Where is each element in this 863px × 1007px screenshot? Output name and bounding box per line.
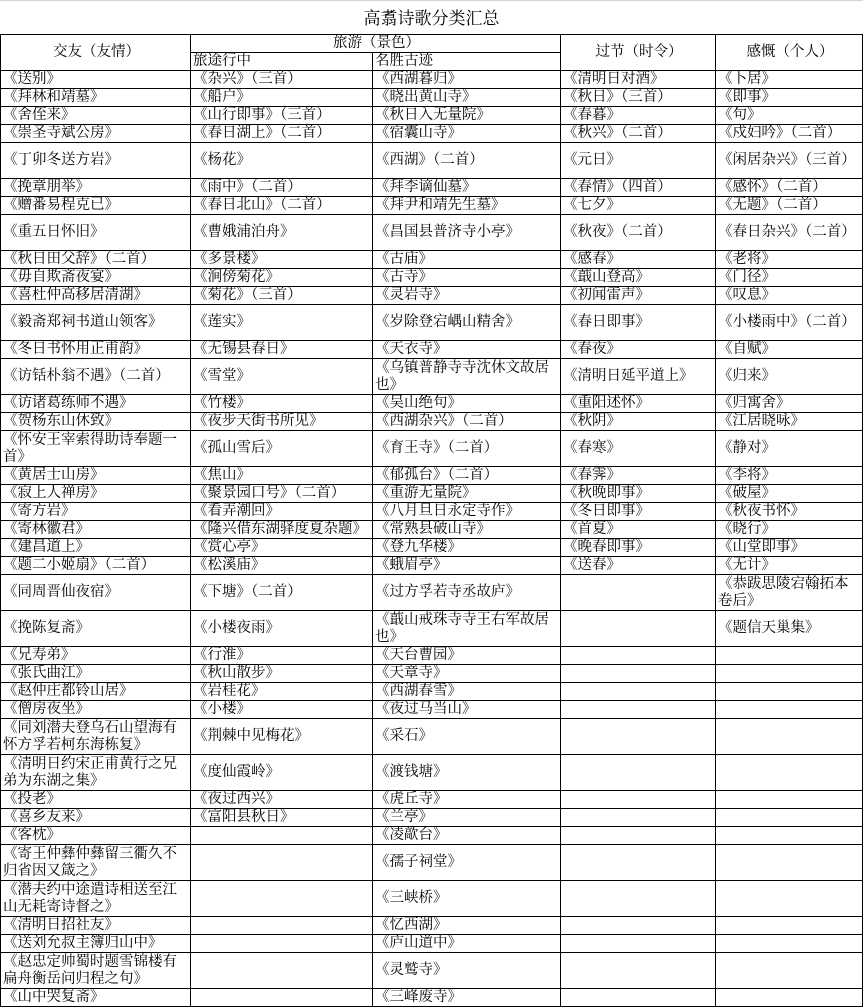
friendship-cell[interactable]: 《寄林徽君》 xyxy=(1,521,191,539)
travel-scenic-cell[interactable]: 《虎丘寺》 xyxy=(373,791,561,809)
festival-cell[interactable] xyxy=(561,719,716,755)
festival-cell[interactable] xyxy=(561,827,716,845)
travel-on-road-cell[interactable]: 《竹楼》 xyxy=(191,395,373,413)
travel-on-road-cell[interactable]: 《行淮》 xyxy=(191,647,373,665)
table-row xyxy=(1,143,863,179)
travel-scenic-cell[interactable]: 《拜李谪仙墓》 xyxy=(373,179,561,197)
table-row xyxy=(1,107,863,125)
festival-cell[interactable]: 《初闻雷声》 xyxy=(561,287,716,305)
friendship-cell[interactable]: 《毅斋郑祠书道山领客》 xyxy=(1,305,191,341)
emotion-cell[interactable] xyxy=(716,647,863,665)
table-row xyxy=(1,359,863,395)
friendship-cell[interactable]: 《清明日招社友》 xyxy=(1,917,191,935)
emotion-cell[interactable] xyxy=(716,881,863,917)
travel-on-road-cell[interactable]: 《杂兴》（三首） xyxy=(191,71,373,89)
table-row xyxy=(1,845,863,881)
friendship-cell[interactable]: 《山中哭复斋》 xyxy=(1,989,191,1007)
travel-on-road-cell[interactable]: 《雨中》（二首） xyxy=(191,179,373,197)
travel-scenic-cell[interactable]: 《育王寺》（二首） xyxy=(373,431,561,467)
festival-cell[interactable] xyxy=(561,701,716,719)
travel-scenic-cell[interactable]: 《蛾眉亭》 xyxy=(373,557,561,575)
travel-on-road-cell[interactable]: 《夜步天街书所见》 xyxy=(191,413,373,431)
festival-cell[interactable]: 《春寒》 xyxy=(561,431,716,467)
friendship-cell[interactable]: 《投老》 xyxy=(1,791,191,809)
travel-on-road-cell[interactable]: 《雪堂》 xyxy=(191,359,373,395)
table-row xyxy=(1,179,863,197)
festival-cell[interactable]: 《秋日》（三首） xyxy=(561,89,716,107)
travel-scenic-cell[interactable]: 《天衣寺》 xyxy=(373,341,561,359)
friendship-cell[interactable]: 《秋日田父辞》（二首） xyxy=(1,251,191,269)
travel-scenic-cell[interactable]: 《晓出黄山寺》 xyxy=(373,89,561,107)
friendship-cell[interactable]: 《建昌道上》 xyxy=(1,539,191,557)
header-travel-scenic[interactable]: 名胜古迹 xyxy=(373,53,561,71)
travel-scenic-cell[interactable]: 《三峡桥》 xyxy=(373,881,561,917)
emotion-cell[interactable]: 《小楼雨中》（二首） xyxy=(716,305,863,341)
emotion-cell[interactable]: 《门径》 xyxy=(716,269,863,287)
table-row xyxy=(1,287,863,305)
table-row xyxy=(1,719,863,755)
table-row xyxy=(1,485,863,503)
friendship-cell[interactable]: 《丁卯冬送方岩》 xyxy=(1,143,191,179)
travel-scenic-cell[interactable]: 《宿囊山寺》 xyxy=(373,125,561,143)
table-row xyxy=(1,611,863,647)
festival-cell[interactable] xyxy=(561,575,716,611)
table-row xyxy=(1,89,863,107)
table-row xyxy=(1,809,863,827)
emotion-cell[interactable]: 《归来》 xyxy=(716,359,863,395)
travel-scenic-cell[interactable]: 《郁孤台》（二首） xyxy=(373,467,561,485)
emotion-cell[interactable]: 《静对》 xyxy=(716,431,863,467)
poem-classification-table xyxy=(0,34,863,1007)
friendship-cell[interactable]: 《挽章朋举》 xyxy=(1,179,191,197)
festival-cell[interactable]: 《春情》（四首） xyxy=(561,179,716,197)
friendship-cell[interactable]: 《贺杨东山休致》 xyxy=(1,413,191,431)
table-row xyxy=(1,989,863,1007)
festival-cell[interactable]: 《蕺山登高》 xyxy=(561,269,716,287)
friendship-cell[interactable]: 《黄居士山房》 xyxy=(1,467,191,485)
festival-cell[interactable] xyxy=(561,953,716,989)
table-row xyxy=(1,503,863,521)
travel-scenic-cell[interactable]: 《夜过马当山》 xyxy=(373,701,561,719)
travel-scenic-cell[interactable]: 《八月旦日永定寺作》 xyxy=(373,503,561,521)
table-row xyxy=(1,575,863,611)
table-row xyxy=(1,395,863,413)
travel-scenic-cell[interactable]: 《昌国县普济寺小亭》 xyxy=(373,215,561,251)
table-row xyxy=(1,791,863,809)
travel-scenic-cell[interactable]: 《拜尹和靖先生墓》 xyxy=(373,197,561,215)
emotion-cell[interactable] xyxy=(716,953,863,989)
table-row xyxy=(1,413,863,431)
table-row xyxy=(1,197,863,215)
header-travel[interactable]: 旅游（景色） xyxy=(191,35,561,53)
travel-on-road-cell[interactable]: 《松溪庙》 xyxy=(191,557,373,575)
festival-cell[interactable] xyxy=(561,665,716,683)
travel-scenic-cell[interactable]: 《古庙》 xyxy=(373,251,561,269)
travel-scenic-cell[interactable]: 《孺子祠堂》 xyxy=(373,845,561,881)
table-row xyxy=(1,71,863,89)
friendship-cell[interactable]: 《潜夫约中途遣诗相送至江山无耗寄诗督之》 xyxy=(1,881,191,917)
travel-scenic-cell[interactable]: 《古寺》 xyxy=(373,269,561,287)
emotion-cell[interactable]: 《归寓舍》 xyxy=(716,395,863,413)
friendship-cell[interactable]: 《访铦朴翁不遇》（二首） xyxy=(1,359,191,395)
table-row xyxy=(1,647,863,665)
friendship-cell[interactable]: 《客枕》 xyxy=(1,827,191,845)
emotion-cell[interactable]: 《句》 xyxy=(716,107,863,125)
emotion-cell[interactable]: 《无题》（二首） xyxy=(716,197,863,215)
festival-cell[interactable]: 《春暮》 xyxy=(561,107,716,125)
travel-on-road-cell[interactable]: 《莲实》 xyxy=(191,305,373,341)
festival-cell[interactable]: 《清明日对酒》 xyxy=(561,71,716,89)
festival-cell[interactable]: 《送春》 xyxy=(561,557,716,575)
travel-on-road-cell[interactable]: 《秋山散步》 xyxy=(191,665,373,683)
emotion-cell[interactable]: 《卜居》 xyxy=(716,71,863,89)
festival-cell[interactable]: 《秋兴》（二首） xyxy=(561,125,716,143)
travel-on-road-cell[interactable]: 《曹娥浦泊舟》 xyxy=(191,215,373,251)
travel-on-road-cell[interactable]: 《荆棘中见梅花》 xyxy=(191,719,373,755)
travel-scenic-cell[interactable]: 《过方孚若寺丞故庐》 xyxy=(373,575,561,611)
festival-cell[interactable] xyxy=(561,845,716,881)
festival-cell[interactable]: 《首夏》 xyxy=(561,521,716,539)
travel-scenic-cell[interactable]: 《秋日入无量院》 xyxy=(373,107,561,125)
travel-scenic-cell[interactable]: 《灵鹫寺》 xyxy=(373,953,561,989)
festival-cell[interactable]: 《春霁》 xyxy=(561,467,716,485)
festival-cell[interactable] xyxy=(561,683,716,701)
festival-cell[interactable]: 《冬日即事》 xyxy=(561,503,716,521)
table-row xyxy=(1,539,863,557)
travel-on-road-cell[interactable] xyxy=(191,953,373,989)
table-body xyxy=(1,71,863,1007)
festival-cell[interactable]: 《感春》 xyxy=(561,251,716,269)
table-row xyxy=(1,755,863,791)
emotion-cell[interactable]: 《叹息》 xyxy=(716,287,863,305)
travel-on-road-cell[interactable]: 《赏心亭》 xyxy=(191,539,373,557)
festival-cell[interactable]: 《重阳述怀》 xyxy=(561,395,716,413)
travel-on-road-cell[interactable]: 《小楼》 xyxy=(191,701,373,719)
table-row xyxy=(1,467,863,485)
emotion-cell[interactable]: 《感怀》（二首） xyxy=(716,179,863,197)
festival-cell[interactable]: 《秋晚即事》 xyxy=(561,485,716,503)
emotion-cell[interactable]: 《李将》 xyxy=(716,467,863,485)
travel-on-road-cell[interactable]: 《夜过西兴》 xyxy=(191,791,373,809)
festival-cell[interactable]: 《春日即事》 xyxy=(561,305,716,341)
travel-scenic-cell[interactable]: 《三峰废寺》 xyxy=(373,989,561,1007)
table-row xyxy=(1,665,863,683)
friendship-cell[interactable]: 《题二小姬扇》（二首） xyxy=(1,557,191,575)
emotion-cell[interactable] xyxy=(716,719,863,755)
festival-cell[interactable]: 《春夜》 xyxy=(561,341,716,359)
travel-on-road-cell[interactable]: 《春日北山》（二首） xyxy=(191,197,373,215)
travel-on-road-cell[interactable]: 《春日湖上》（二首） xyxy=(191,125,373,143)
travel-scenic-cell[interactable]: 《灵岩寺》 xyxy=(373,287,561,305)
travel-on-road-cell[interactable] xyxy=(191,935,373,953)
table-row xyxy=(1,341,863,359)
emotion-cell[interactable]: 《老将》 xyxy=(716,251,863,269)
table-row xyxy=(1,935,863,953)
header-festival[interactable]: 过节（时令） xyxy=(561,35,716,71)
travel-on-road-cell[interactable]: 《小楼夜雨》 xyxy=(191,611,373,647)
travel-on-road-cell[interactable] xyxy=(191,845,373,881)
travel-on-road-cell[interactable]: 《涧傍菊花》 xyxy=(191,269,373,287)
emotion-cell[interactable]: 《秋夜书怀》 xyxy=(716,503,863,521)
festival-cell[interactable] xyxy=(561,917,716,935)
travel-on-road-cell[interactable]: 《岩桂花》 xyxy=(191,683,373,701)
festival-cell[interactable]: 《七夕》 xyxy=(561,197,716,215)
friendship-cell[interactable]: 《崇圣寺斌公房》 xyxy=(1,125,191,143)
travel-on-road-cell[interactable] xyxy=(191,827,373,845)
travel-on-road-cell[interactable] xyxy=(191,881,373,917)
table-row xyxy=(1,701,863,719)
emotion-cell[interactable]: 《无计》 xyxy=(716,557,863,575)
table-row xyxy=(1,125,863,143)
table-row xyxy=(1,557,863,575)
table-row xyxy=(1,251,863,269)
friendship-cell[interactable]: 《拜林和靖墓》 xyxy=(1,89,191,107)
friendship-cell[interactable]: 《冬日书怀用正甫韵》 xyxy=(1,341,191,359)
emotion-cell[interactable] xyxy=(716,809,863,827)
travel-scenic-cell[interactable]: 《西湖杂兴》（二首） xyxy=(373,413,561,431)
friendship-cell[interactable]: 《访诸葛练师不遇》 xyxy=(1,395,191,413)
travel-scenic-cell[interactable]: 《渡钱塘》 xyxy=(373,755,561,791)
travel-on-road-cell[interactable]: 《山行即事》（三首） xyxy=(191,107,373,125)
travel-on-road-cell[interactable]: 《杨花》 xyxy=(191,143,373,179)
friendship-cell[interactable]: 《重五日怀旧》 xyxy=(1,215,191,251)
emotion-cell[interactable] xyxy=(716,701,863,719)
header-friendship[interactable]: 交友（友情） xyxy=(1,35,191,71)
friendship-cell[interactable]: 《僧房夜坐》 xyxy=(1,701,191,719)
travel-on-road-cell[interactable]: 《焦山》 xyxy=(191,467,373,485)
table-row xyxy=(1,917,863,935)
emotion-cell[interactable]: 《自赋》 xyxy=(716,341,863,359)
emotion-cell[interactable]: 《山堂即事》 xyxy=(716,539,863,557)
friendship-cell[interactable]: 《兄寿弟》 xyxy=(1,647,191,665)
friendship-cell[interactable]: 《毋自欺斋夜宴》 xyxy=(1,269,191,287)
friendship-cell[interactable]: 《同刘潜夫登乌石山望海有怀方孚若柯东海栋复》 xyxy=(1,719,191,755)
table-row xyxy=(1,269,863,287)
table-row xyxy=(1,683,863,701)
emotion-cell[interactable]: 《晓行》 xyxy=(716,521,863,539)
travel-scenic-cell[interactable]: 《乌镇普静寺寺沈休文故居也》 xyxy=(373,359,561,395)
travel-on-road-cell[interactable]: 《度仙霞岭》 xyxy=(191,755,373,791)
emotion-cell[interactable] xyxy=(716,845,863,881)
friendship-cell[interactable]: 《喜乡友来》 xyxy=(1,809,191,827)
emotion-cell[interactable] xyxy=(716,755,863,791)
travel-scenic-cell[interactable]: 《重游无量院》 xyxy=(373,485,561,503)
emotion-cell[interactable] xyxy=(716,917,863,935)
emotion-cell[interactable] xyxy=(716,935,863,953)
emotion-cell[interactable] xyxy=(716,665,863,683)
festival-cell[interactable] xyxy=(561,791,716,809)
travel-scenic-cell[interactable]: 《蕺山戒珠寺寺王右军故居也》 xyxy=(373,611,561,647)
friendship-cell[interactable]: 《寄王仲彝仲彝留三衢久不归省因又箴之》 xyxy=(1,845,191,881)
festival-cell[interactable] xyxy=(561,611,716,647)
festival-cell[interactable] xyxy=(561,647,716,665)
friendship-cell[interactable]: 《同周晋仙夜宿》 xyxy=(1,575,191,611)
festival-cell[interactable]: 《秋夜》（二首） xyxy=(561,215,716,251)
travel-scenic-cell[interactable]: 《忆西湖》 xyxy=(373,917,561,935)
travel-on-road-cell[interactable] xyxy=(191,917,373,935)
festival-cell[interactable]: 《元日》 xyxy=(561,143,716,179)
friendship-cell[interactable]: 《赵仲庄都铃山居》 xyxy=(1,683,191,701)
travel-on-road-cell[interactable]: 《聚景园口号》（二首） xyxy=(191,485,373,503)
travel-scenic-cell[interactable]: 《兰亭》 xyxy=(373,809,561,827)
travel-on-road-cell[interactable]: 《看弄潮回》 xyxy=(191,503,373,521)
emotion-cell[interactable]: 《即事》 xyxy=(716,89,863,107)
table-row xyxy=(1,881,863,917)
travel-on-road-cell[interactable]: 《孤山雪后》 xyxy=(191,431,373,467)
travel-scenic-cell[interactable]: 《西湖春雪》 xyxy=(373,683,561,701)
friendship-cell[interactable]: 《挽陈复斋》 xyxy=(1,611,191,647)
friendship-cell[interactable]: 《寄方岩》 xyxy=(1,503,191,521)
festival-cell[interactable] xyxy=(561,881,716,917)
emotion-cell[interactable] xyxy=(716,827,863,845)
table-row xyxy=(1,827,863,845)
friendship-cell[interactable]: 《舍侄来》 xyxy=(1,107,191,125)
emotion-cell[interactable]: 《戍妇吟》（二首） xyxy=(716,125,863,143)
festival-cell[interactable]: 《清明日延平道上》 xyxy=(561,359,716,395)
festival-cell[interactable] xyxy=(561,809,716,827)
emotion-cell[interactable]: 《恭跋思陵宕翰拓本卷后》 xyxy=(716,575,863,611)
table-row xyxy=(1,521,863,539)
travel-scenic-cell[interactable]: 《天台曹园》 xyxy=(373,647,561,665)
travel-on-road-cell[interactable]: 《下塘》（二首） xyxy=(191,575,373,611)
friendship-cell[interactable]: 《赠番易程克已》 xyxy=(1,197,191,215)
emotion-cell[interactable]: 《春日杂兴》（二首） xyxy=(716,215,863,251)
table-row xyxy=(1,953,863,989)
table-row xyxy=(1,305,863,341)
travel-on-road-cell[interactable]: 《多景楼》 xyxy=(191,251,373,269)
friendship-cell[interactable]: 《寂上人禅房》 xyxy=(1,485,191,503)
travel-scenic-cell[interactable]: 《登九华楼》 xyxy=(373,539,561,557)
travel-scenic-cell[interactable]: 《天章寺》 xyxy=(373,665,561,683)
friendship-cell[interactable]: 《怀安王宰索得助诗奉题一首》 xyxy=(1,431,191,467)
table-row xyxy=(1,215,863,251)
header-travel-on-road[interactable]: 旅途行中 xyxy=(191,53,373,71)
travel-on-road-cell[interactable] xyxy=(191,989,373,1007)
festival-cell[interactable] xyxy=(561,755,716,791)
travel-scenic-cell[interactable]: 《吴山绝句》 xyxy=(373,395,561,413)
friendship-cell[interactable]: 《赵忠定帅蜀时题雪锦楼有扁舟衡岳问归程之句》 xyxy=(1,953,191,989)
travel-scenic-cell[interactable]: 《采石》 xyxy=(373,719,561,755)
travel-on-road-cell[interactable]: 《船户》 xyxy=(191,89,373,107)
festival-cell[interactable] xyxy=(561,935,716,953)
travel-scenic-cell[interactable]: 《西湖暮归》 xyxy=(373,71,561,89)
travel-on-road-cell[interactable]: 《无锡县春日》 xyxy=(191,341,373,359)
header-emotion[interactable]: 感慨（个人） xyxy=(716,35,863,71)
travel-scenic-cell[interactable]: 《庐山道中》 xyxy=(373,935,561,953)
emotion-cell[interactable] xyxy=(716,989,863,1007)
emotion-cell[interactable]: 《题信天巢集》 xyxy=(716,611,863,647)
festival-cell[interactable] xyxy=(561,989,716,1007)
emotion-cell[interactable] xyxy=(716,683,863,701)
travel-on-road-cell[interactable]: 《菊花》（三首） xyxy=(191,287,373,305)
sheet-title: 高翥诗歌分类汇总 xyxy=(0,0,863,34)
travel-on-road-cell[interactable]: 《富阳县秋日》 xyxy=(191,809,373,827)
festival-cell[interactable]: 《晚春即事》 xyxy=(561,539,716,557)
friendship-cell[interactable]: 《送别》 xyxy=(1,71,191,89)
table-row xyxy=(1,431,863,467)
emotion-cell[interactable] xyxy=(716,791,863,809)
friendship-cell[interactable]: 《喜杜仲高移居清湖》 xyxy=(1,287,191,305)
travel-scenic-cell[interactable]: 《岁除登宕嵎山精舍》 xyxy=(373,305,561,341)
friendship-cell[interactable]: 《张氏曲江》 xyxy=(1,665,191,683)
emotion-cell[interactable]: 《闲居杂兴》（三首） xyxy=(716,143,863,179)
travel-on-road-cell[interactable]: 《隆兴借东湖驿度夏杂题》 xyxy=(191,521,373,539)
emotion-cell[interactable]: 《破屋》 xyxy=(716,485,863,503)
friendship-cell[interactable]: 《清明日约宋正甫黄行之兄弟为东湖之集》 xyxy=(1,755,191,791)
emotion-cell[interactable]: 《江居晓咏》 xyxy=(716,413,863,431)
travel-scenic-cell[interactable]: 《西湖》（二首） xyxy=(373,143,561,179)
travel-scenic-cell[interactable]: 《常熟县破山寺》 xyxy=(373,521,561,539)
festival-cell[interactable]: 《秋阴》 xyxy=(561,413,716,431)
friendship-cell[interactable]: 《送刘允叔主簿归山中》 xyxy=(1,935,191,953)
travel-scenic-cell[interactable]: 《凌歊台》 xyxy=(373,827,561,845)
